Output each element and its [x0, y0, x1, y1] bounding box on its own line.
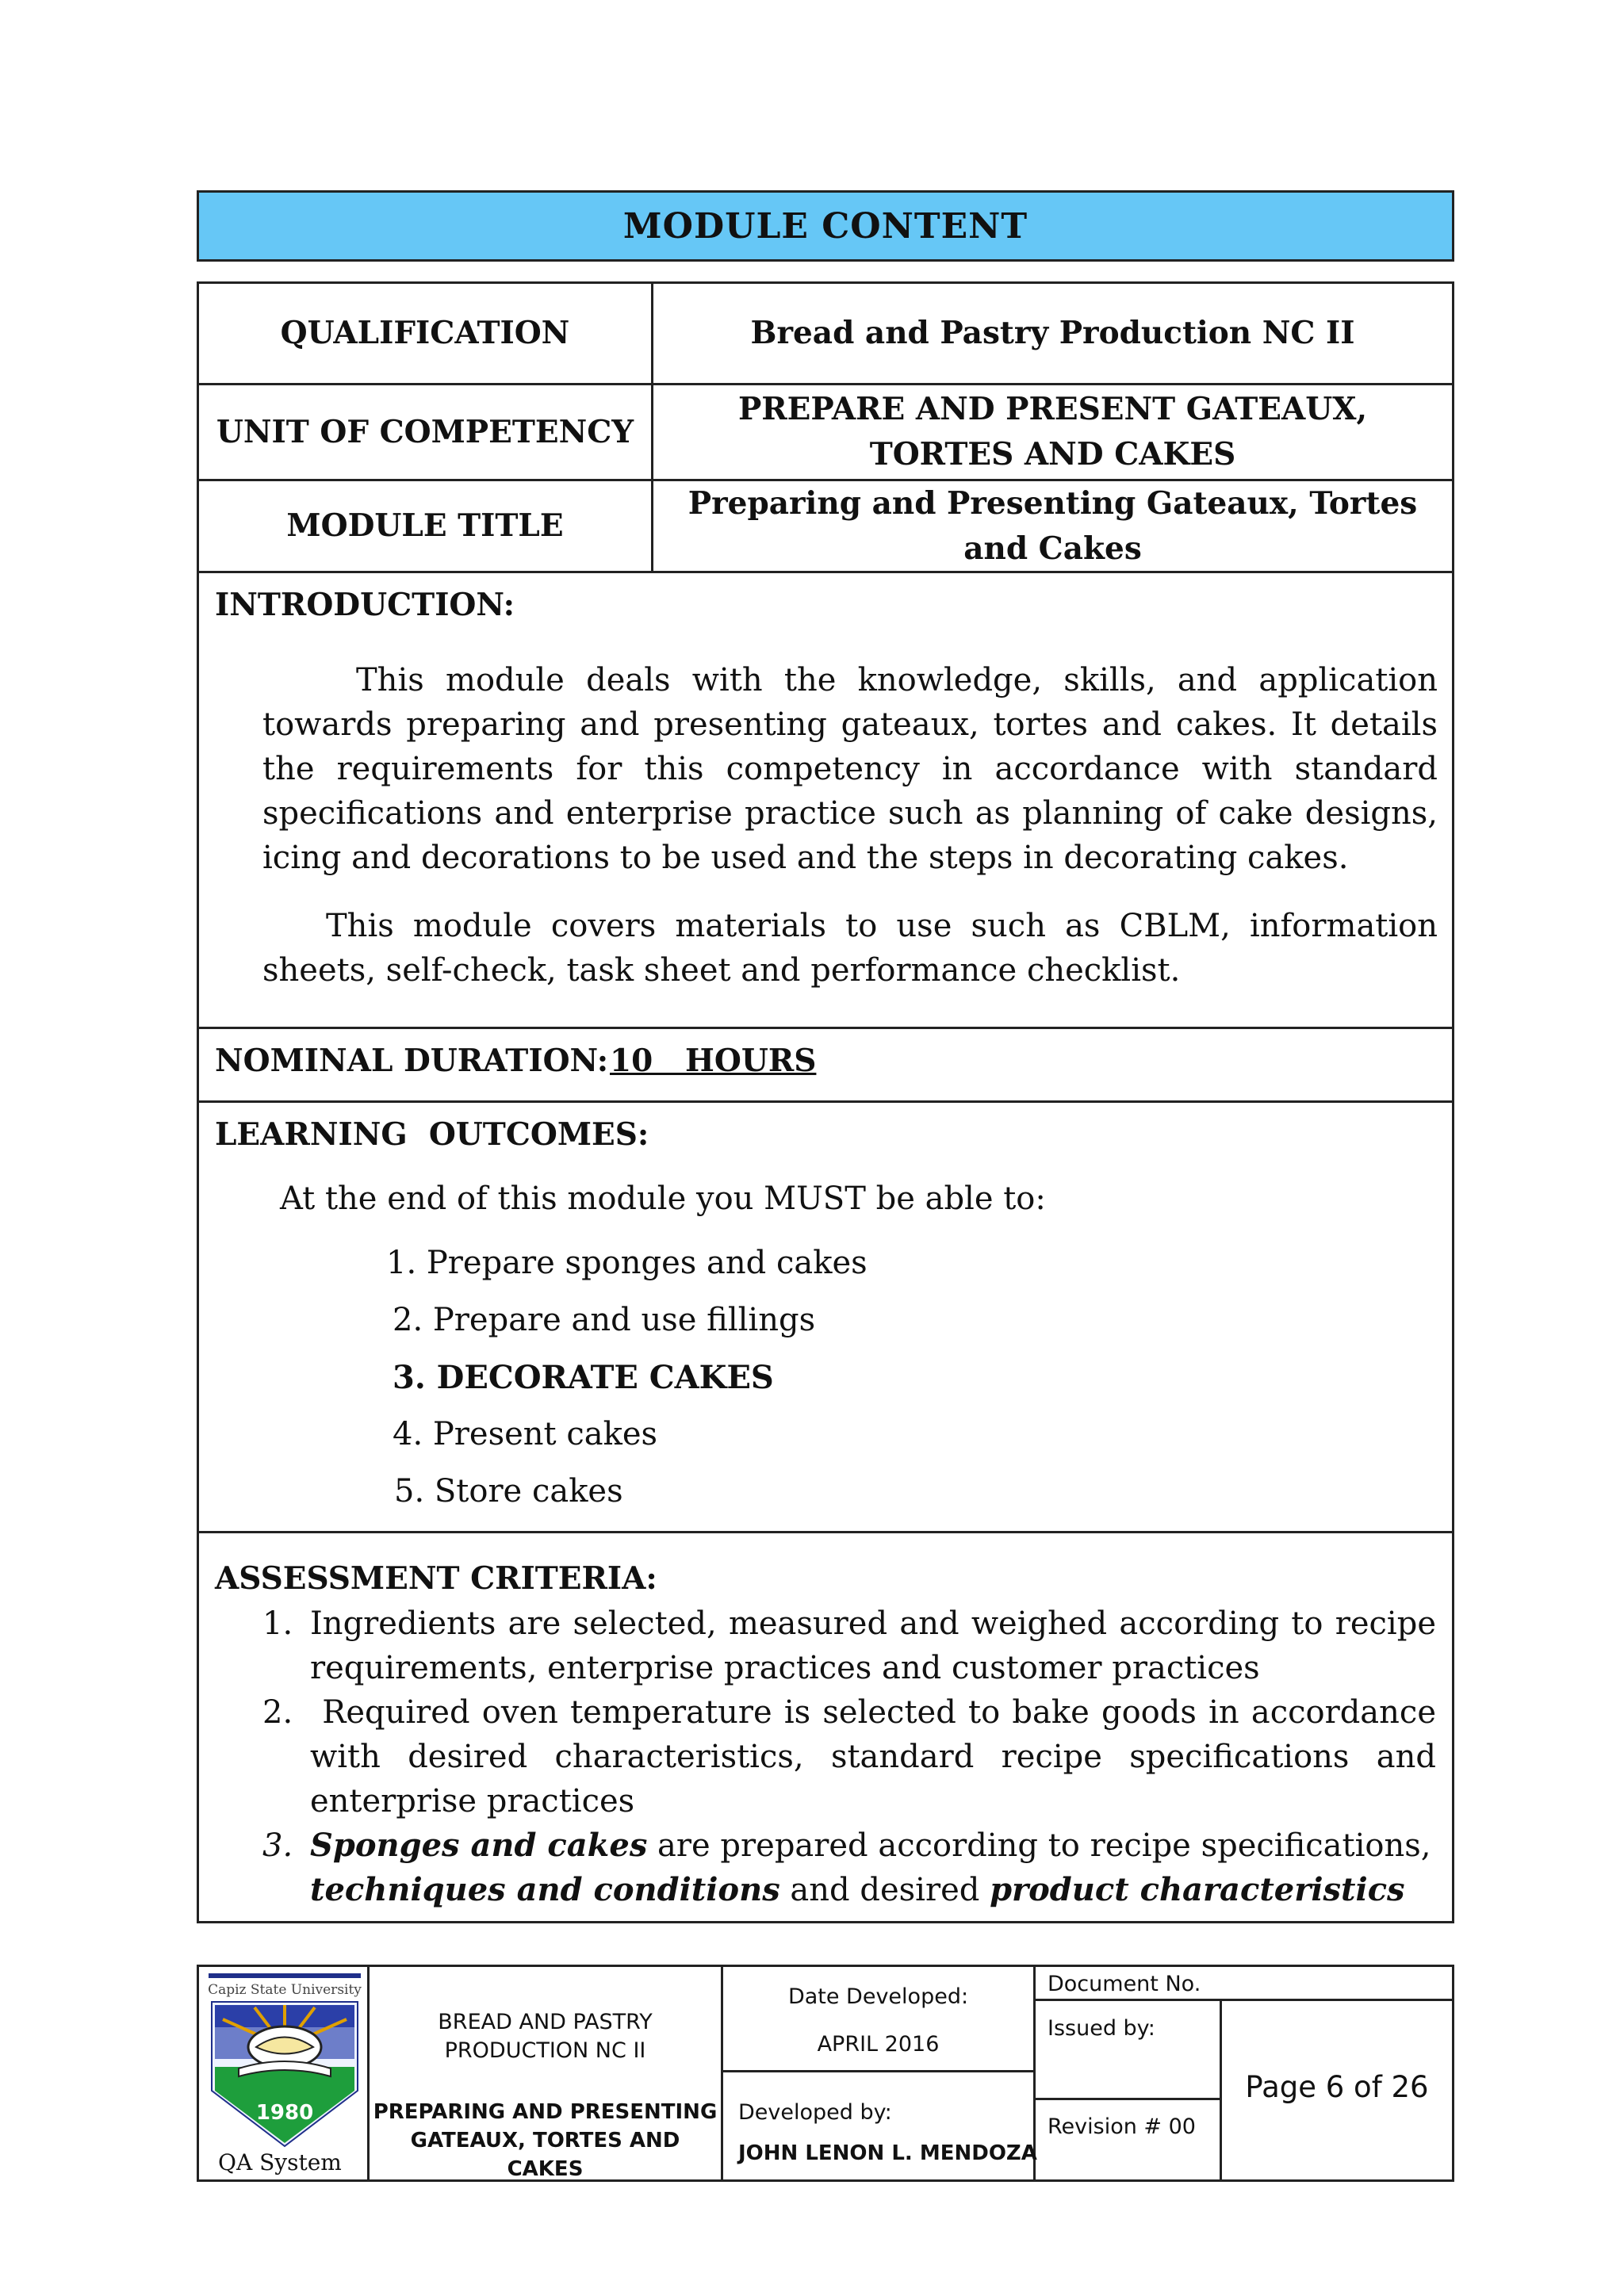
assessment-criterion	[262, 1601, 1438, 1690]
learning-outcomes-lead: At the end of this module you MUST be able to:	[280, 1181, 1046, 1217]
footer-module-title: PREPARING AND PRESENTING GATEAUX, TORTES AND CAKES	[373, 2100, 718, 2181]
module-value-line2: and Cakes	[963, 530, 1142, 567]
criterion-text: Ingredients are selected, measured and weighed according to recipe requirements, enterprise practices and customer practices	[310, 1605, 1436, 1686]
unit-value-line2: TORTES AND CAKES	[869, 436, 1236, 473]
module-content-body	[197, 571, 1454, 1923]
module-title-value	[653, 481, 1452, 571]
module-content-banner	[197, 190, 1454, 262]
criterion-emphasis: Sponges and cakes	[310, 1827, 648, 1864]
introduction-paragraph-1: This module deals with the knowledge, skills, and application towards preparing and presenting gateaux, tortes and cakes. It details the requirements for this competency in accordance with standard specifications and enterprise practice such as planning of cake designs, icing and decorations to be used and the steps in decorating cakes.	[262, 662, 1438, 876]
criterion-text: Sponges and cakes are prepared according to recipe specifications, techniques and conditions and desired product characteristics	[310, 1827, 1431, 1908]
assessment-criterion	[262, 1823, 1438, 1912]
developer-name: JOHN LENON L. MENDOZA	[738, 2141, 1037, 2165]
logo-year: 1980	[255, 2101, 314, 2125]
document-number-label: Document No.	[1048, 1972, 1201, 1996]
criterion-number: 2.	[262, 1694, 293, 1731]
document-footer	[197, 1965, 1454, 2182]
issued-by-label: Issued by:	[1048, 2016, 1155, 2041]
logo-top-text: Capiz State University	[208, 1982, 362, 1998]
unit-of-competency-label: UNIT OF COMPETENCY	[216, 413, 634, 450]
introduction-heading: INTRODUCTION:	[215, 587, 515, 623]
learning-outcomes-heading: LEARNING OUTCOMES:	[215, 1116, 649, 1153]
qa-system-label: QA System	[218, 2149, 342, 2175]
course-title: BREAD AND PASTRY PRODUCTION NC II	[438, 2010, 653, 2063]
learning-outcome-item: 2. Prepare and use fillings	[393, 1302, 816, 1338]
nominal-duration-value: 10 HOURS	[610, 1043, 817, 1079]
criterion-emphasis: product characteristics	[990, 1871, 1405, 1908]
assessment-criterion	[262, 1690, 1446, 1823]
module-info-table	[197, 281, 1454, 573]
qualification-value: Bread and Pastry Production NC II	[750, 315, 1355, 351]
unit-value-line1: PREPARE AND PRESENT GATEAUX,	[737, 391, 1368, 427]
assessment-criteria-heading: ASSESSMENT CRITERIA:	[215, 1560, 657, 1597]
learning-outcome-item: 5. Store cakes	[394, 1473, 623, 1510]
criterion-emphasis: techniques and conditions	[310, 1871, 780, 1908]
module-title-label: MODULE TITLE	[286, 507, 564, 544]
unit-of-competency-value	[653, 385, 1452, 479]
date-developed-value: APRIL 2016	[817, 2032, 940, 2057]
criterion-text: Required oven temperature is selected to bake goods in accordance with desired characteristics, standard recipe specifications and enterprise practices	[310, 1694, 1446, 1820]
introduction-paragraph-2: This module covers materials to use such as CBLM, information sheets, self-check, task sheet and performance checklist.	[262, 908, 1438, 989]
revision-label: Revision # 00	[1048, 2114, 1196, 2139]
criterion-number: 3.	[262, 1827, 293, 1864]
nominal-duration-label: NOMINAL DURATION:	[215, 1043, 609, 1079]
learning-outcome-item: 4. Present cakes	[393, 1416, 658, 1452]
criterion-number: 1.	[262, 1605, 293, 1642]
banner-title: MODULE CONTENT	[622, 205, 1028, 247]
date-developed-label: Date Developed:	[787, 1984, 969, 2009]
qualification-label: QUALIFICATION	[280, 315, 570, 351]
page-number: Page 6 of 26	[1245, 2070, 1429, 2104]
university-logo	[207, 1972, 362, 2151]
developed-by-label: Developed by:	[738, 2100, 892, 2125]
learning-outcome-item: 1. Prepare sponges and cakes	[386, 1245, 868, 1281]
module-value-line1: Preparing and Presenting Gateaux, Tortes	[688, 485, 1418, 522]
learning-outcome-item: 3. DECORATE CAKES	[393, 1359, 774, 1396]
university-seal-icon	[207, 1972, 362, 2151]
